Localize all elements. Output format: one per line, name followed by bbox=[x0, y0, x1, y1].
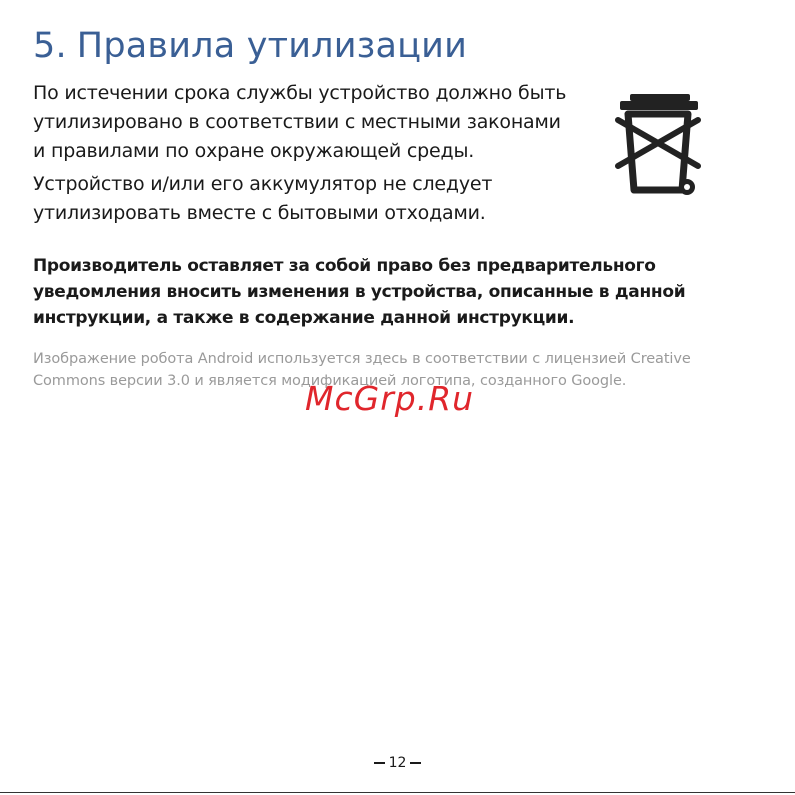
section-title bbox=[33, 22, 467, 70]
page-dash-left bbox=[374, 762, 385, 764]
page-dash-right bbox=[410, 762, 421, 764]
page-number bbox=[0, 753, 795, 773]
section-number: 5. bbox=[33, 26, 67, 66]
battery-paragraph bbox=[33, 170, 492, 228]
notice-line-2: уведомления вносить изменения в устройства, описанные в данной bbox=[33, 282, 686, 302]
notice-line-3: инструкции, а также в содержание данной инструкции. bbox=[33, 308, 575, 328]
android-note-line-1: Изображение робота Android используется здесь в соответствии с лицензией Creative bbox=[33, 351, 691, 367]
crossed-out-wheelie-bin-icon bbox=[612, 92, 704, 204]
android-note-line-2: Commons версии 3.0 и является модификацией логотипа, созданного Google. bbox=[33, 373, 627, 389]
page-bottom-rule bbox=[0, 792, 795, 793]
disposal-line-2: утилизировано в соответствии с местными законами bbox=[33, 111, 561, 133]
disposal-paragraph bbox=[33, 79, 566, 166]
battery-line-1: Устройство и/или его аккумулятор не следует bbox=[33, 173, 493, 195]
disposal-line-3: и правилами по охране окружающей среды. bbox=[33, 140, 475, 162]
page-number-text: 12 bbox=[388, 755, 407, 771]
battery-line-2: утилизировать вместе с бытовыми отходами. bbox=[33, 202, 486, 224]
section-title-text: Правила утилизации bbox=[76, 26, 468, 66]
manufacturer-notice bbox=[33, 253, 685, 331]
notice-line-1: Производитель оставляет за собой право без предварительного bbox=[33, 256, 656, 276]
watermark: McGrp.Ru bbox=[305, 379, 475, 418]
disposal-line-1: По истечении срока службы устройство должно быть bbox=[33, 82, 567, 104]
